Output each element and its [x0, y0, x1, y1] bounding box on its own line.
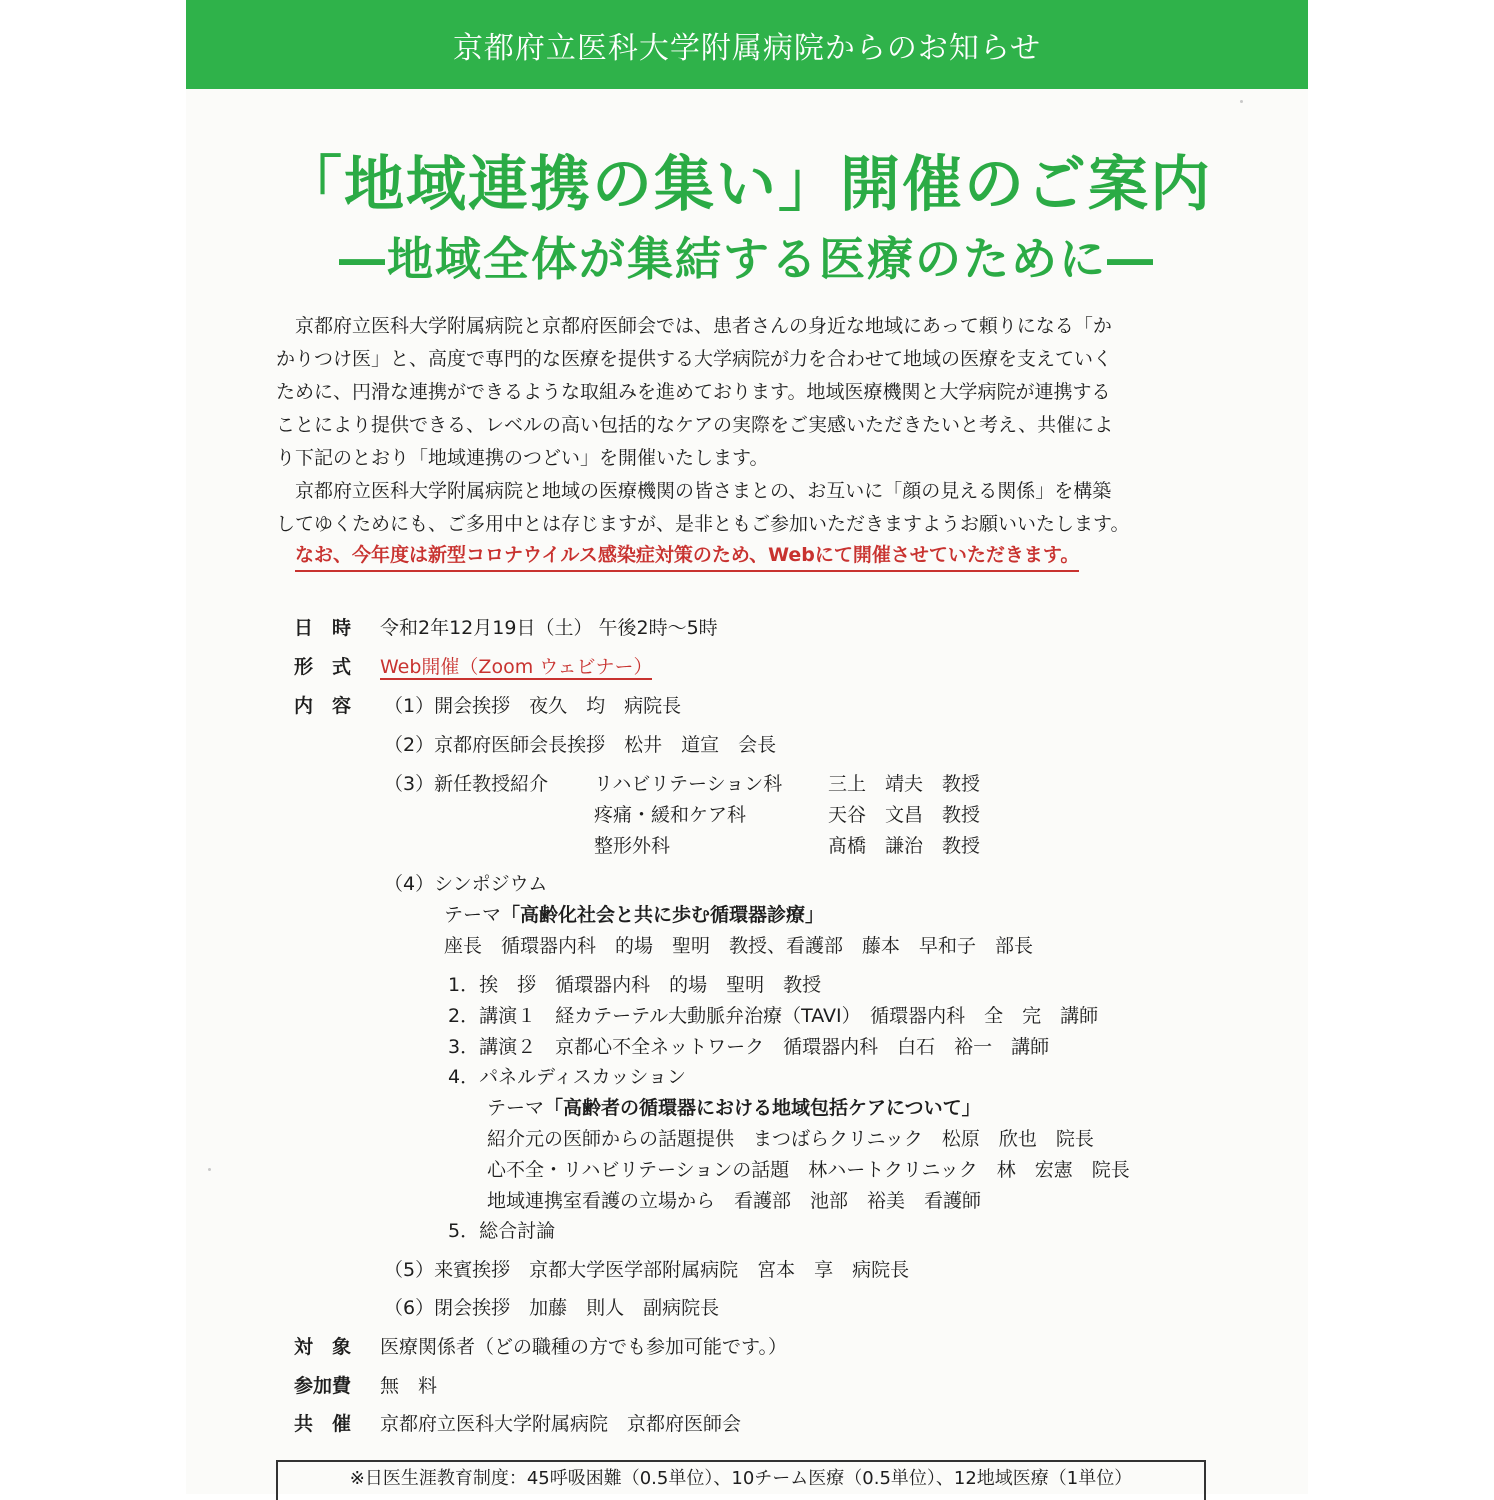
intro-line: してゆくためにも、ご多用中とは存じますが、是非ともご参加いただきますようお願いいたします。 — [276, 513, 1130, 535]
panel-line-2: 心不全・リハビリテーションの話題 林ハートクリニック 林 宏憲 院長 — [487, 1159, 1130, 1181]
program-item-4: （4）シンポジウム — [384, 873, 548, 895]
professor-dept: 整形外科 — [594, 835, 671, 857]
scan-speck — [208, 1168, 211, 1171]
host-value: 京都府立医科大学附属病院 京都府医師会 — [380, 1413, 742, 1435]
program-item-5: （5）来賓挨拶 京都大学医学部附属病院 宮本 享 病院長 — [384, 1259, 910, 1281]
symposium-sub-3: 3．講演２ 京都心不全ネットワーク 循環器内科 白石 裕一 講師 — [448, 1036, 1050, 1058]
cme-credit-text: ※日医生涯教育制度：45呼吸困難（0.5単位）、10チーム医療（0.5単位）、12地域医療（1単位） — [349, 1468, 1133, 1489]
web-notice: なお、今年度は新型コロナウイルス感染症対策のため、Webにて開催させていただきます。 — [295, 540, 1079, 572]
scan-speck — [1240, 100, 1243, 103]
program-item-1: （1）開会挨拶 夜久 均 病院長 — [384, 695, 682, 717]
theme-title: 「高齢化社会と共に歩む循環器診療」 — [501, 904, 825, 926]
intro-line: ことにより提供できる、レベルの高い包括的なケアの実際をご実感いただきたいと考え、共催によ — [276, 414, 1114, 436]
page-subtitle: ―地域全体が集結する医療のために― — [339, 232, 1155, 286]
page-title: 「地域連携の集い」開催のご案内 — [282, 150, 1212, 220]
header-text: 京都府立医科大学附属病院からのお知らせ — [452, 30, 1042, 66]
symposium-sub-1: 1．挨 拶 循環器内科 的場 聖明 教授 — [448, 974, 822, 996]
intro-text — [276, 310, 1226, 541]
program-item-2: （2）京都府医師会長挨拶 松井 道宣 会長 — [384, 734, 777, 756]
date-value: 令和2年12月19日（土） 午後2時～5時 — [380, 617, 718, 639]
theme-title: 「高齢者の循環器における地域包括ケアについて」 — [544, 1097, 981, 1119]
fee-label: 参加費 — [294, 1375, 352, 1397]
symposium-chair: 座長 循環器内科 的場 聖明 教授、看護部 藤本 早和子 部長 — [444, 935, 1034, 957]
date-label: 日 時 — [294, 617, 352, 639]
symposium-sub-5: 5．総合討論 — [448, 1220, 556, 1242]
intro-line: 京都府立医科大学附属病院と地域の医療機関の皆さまとの、お互いに「顔の見える関係」を構築 — [295, 480, 1112, 502]
professor-dept: リハビリテーション科 — [594, 773, 783, 795]
symposium-sub-4: 4．パネルディスカッション — [448, 1066, 686, 1088]
content-label: 内 容 — [294, 695, 352, 717]
cme-credit-box — [276, 1460, 1206, 1500]
professor-dept: 疼痛・緩和ケア科 — [594, 804, 747, 826]
panel-theme — [487, 1093, 981, 1123]
symposium-sub-2: 2．講演１ 経カテーテル大動脈弁治療（TAVI） 循環器内科 全 完 講師 — [448, 1005, 1099, 1027]
panel-line-3: 地域連携室看護の立場から 看護部 池部 裕美 看護師 — [487, 1190, 982, 1212]
professor-name: 天谷 文昌 教授 — [828, 804, 981, 826]
header-band — [186, 0, 1308, 89]
target-value: 医療関係者（どの職種の方でも参加可能です。） — [380, 1336, 787, 1358]
panel-line-1: 紹介元の医師からの話題提供 まつばらクリニック 松原 欣也 院長 — [487, 1128, 1094, 1150]
professor-name: 三上 靖夫 教授 — [828, 773, 981, 795]
target-label: 対 象 — [294, 1336, 352, 1358]
intro-line: り下記のとおり「地域連携のつどい」を開催いたします。 — [276, 447, 769, 469]
symposium-theme — [444, 900, 824, 930]
intro-line: ために、円滑な連携ができるような取組みを進めております。地域医療機関と大学病院が連携する — [276, 381, 1111, 403]
host-label: 共 催 — [294, 1413, 352, 1435]
program-item-3: （3）新任教授紹介 — [384, 773, 549, 795]
format-label: 形 式 — [294, 656, 352, 678]
format-value: Web開催（Zoom ウェビナー） — [380, 656, 653, 678]
theme-prefix: テーマ — [487, 1097, 545, 1119]
program-item-6: （6）閉会挨拶 加藤 則人 副病院長 — [384, 1297, 720, 1319]
intro-line: 京都府立医科大学附属病院と京都府医師会では、患者さんの身近な地域にあって頼りになる「か — [295, 315, 1112, 337]
intro-line: かりつけ医」と、高度で専門的な医療を提供する大学病院が力を合わせて地域の医療を支えていく — [276, 348, 1113, 370]
theme-prefix: テーマ — [444, 904, 502, 926]
format-value-wrap — [380, 652, 652, 682]
fee-value: 無 料 — [380, 1375, 438, 1397]
professor-name: 髙橋 謙治 教授 — [828, 835, 981, 857]
